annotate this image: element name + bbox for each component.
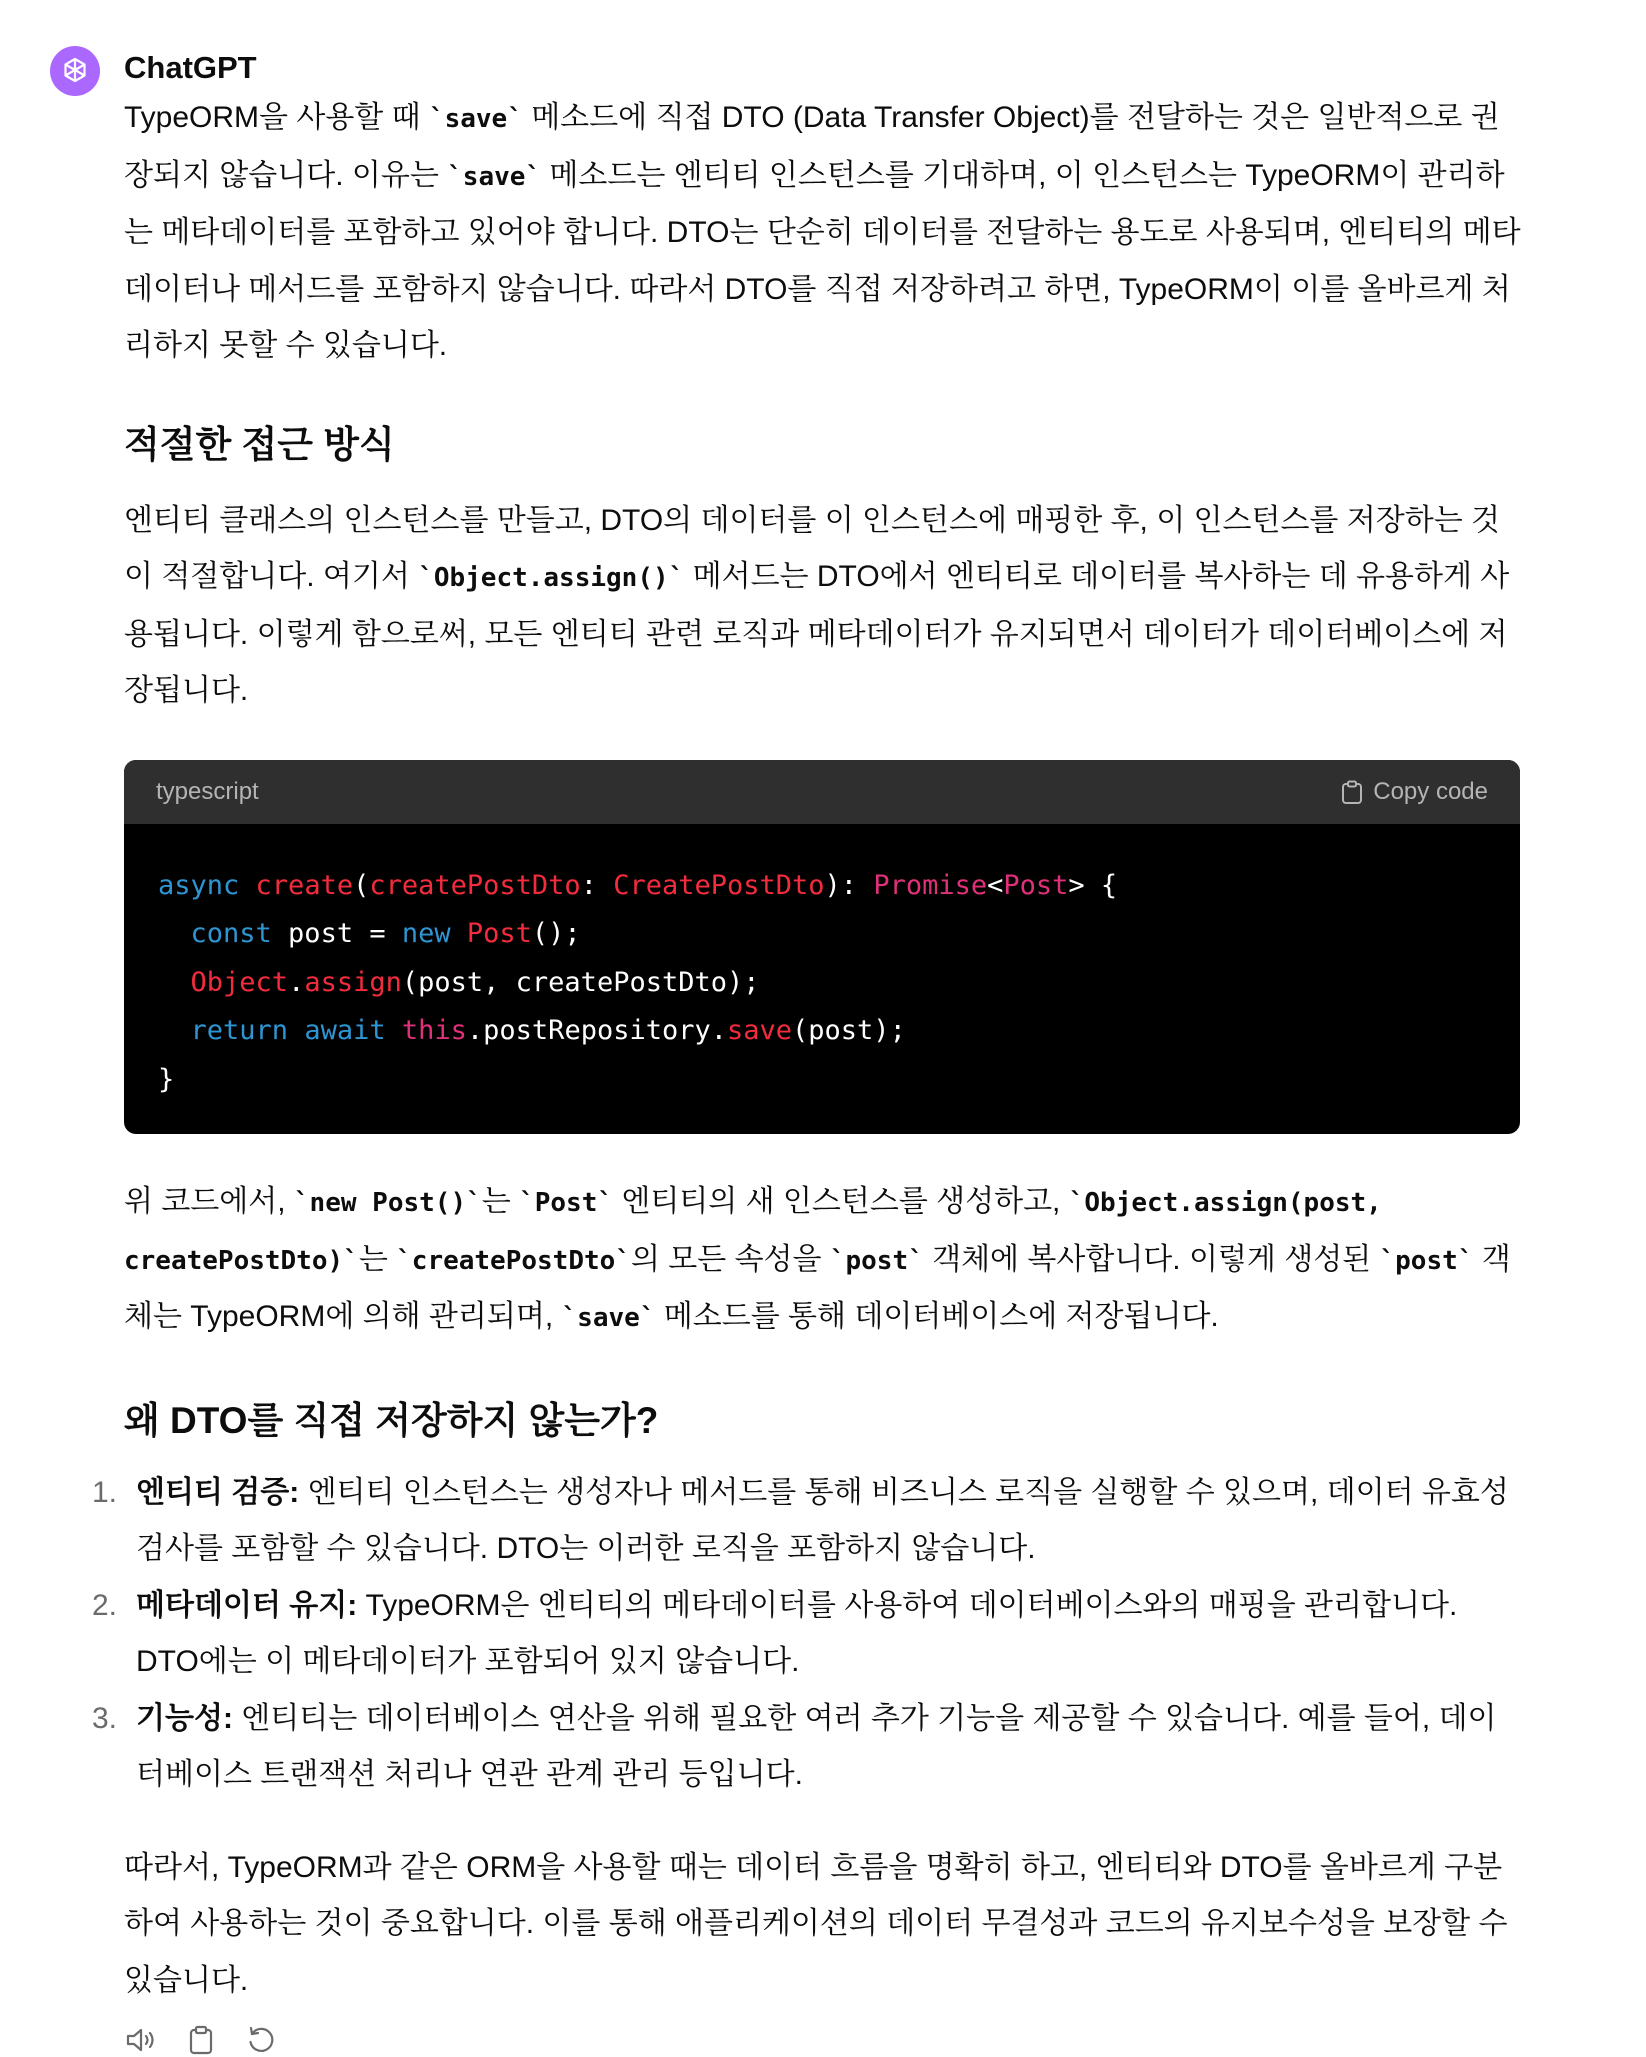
code-token: const bbox=[190, 918, 272, 949]
code-token: new bbox=[401, 918, 451, 949]
inline-code: `Object.assign()` bbox=[418, 563, 685, 593]
openai-logo-icon bbox=[59, 55, 91, 87]
code-token: await bbox=[304, 1015, 386, 1046]
inline-code: `save` bbox=[561, 1303, 656, 1333]
list-item-text bbox=[136, 1476, 1509, 1566]
code-token: this bbox=[401, 1015, 467, 1046]
text-span: 엔티티의 새 인스턴스를 생성하고, bbox=[613, 1185, 1069, 1218]
list-item bbox=[92, 1691, 1524, 1804]
author-name: ChatGPT bbox=[124, 50, 257, 85]
clipboard-icon bbox=[188, 2025, 214, 2055]
code-header bbox=[124, 760, 1520, 824]
inline-code: `post` bbox=[1379, 1245, 1474, 1276]
code-language-label: typescript bbox=[156, 777, 259, 805]
inline-code: `save` bbox=[447, 161, 542, 192]
regenerate-button[interactable] bbox=[244, 2023, 278, 2057]
text-span: 는 bbox=[481, 1185, 520, 1218]
text-span: TypeORM을 사용할 때 bbox=[124, 101, 429, 134]
text-span: 객체는 TypeORM에 의해 관리되며, bbox=[124, 1242, 1511, 1333]
text-span: 엔티티 클래스의 인스턴스를 만들고, DTO의 데이터를 이 인스턴스에 매핑한 후, 이 인스턴스를 저장하는 것이 적절합니다. 여기서 bbox=[124, 503, 1500, 593]
section-heading: 적절한 접근 방식 bbox=[124, 423, 395, 465]
code-token: async bbox=[158, 869, 240, 901]
code-token bbox=[288, 1015, 304, 1046]
chatgpt-avatar bbox=[50, 46, 100, 96]
code-token: Post bbox=[1003, 869, 1069, 901]
code-token: return bbox=[190, 1015, 289, 1046]
list-item-title: 기능성: bbox=[136, 1701, 233, 1735]
text-span: 메소드는 엔티티 인스턴스를 기대하며, 이 인스턴스는 TypeORM이 관리하는 메타데이터를 포함하고 있어야 합니다. DTO는 단순히 데이터를 전달하는 용도로 사용되며, 엔티티의 메타데이터나 메서드를 포함하지 않습니다. 따라서 DTO를 직접 저장하려고 하면, TypeORM이 이를 올바르게 처리하지 못할 수 있습니다. bbox=[124, 158, 1521, 362]
list-item bbox=[92, 1578, 1524, 1691]
code-token bbox=[158, 1015, 191, 1046]
text-span: 메소드에 직접 DTO (Data Transfer Object)를 전달하는 것은 일반적으로 권장되지 않습니다. 이유는 bbox=[124, 101, 1500, 192]
text-span: 는 bbox=[358, 1242, 397, 1276]
code-token: save bbox=[727, 1015, 793, 1046]
code-token: > { bbox=[1068, 869, 1118, 901]
code-token: : bbox=[580, 869, 614, 901]
code-token: assign bbox=[304, 966, 402, 998]
conclusion-paragraph: 따라서, TypeORM과 같은 ORM을 사용할 때는 데이터 흐름을 명확히 하고, 엔티티와 DTO를 올바르게 구분하여 사용하는 것이 중요합니다. 이를 통해 애플리케이션의 데이터 무결성과 코드의 유지보수성을 보장할 수 있습니다. bbox=[124, 1850, 1508, 1997]
list-item-body: 엔티티는 데이터베이스 연산을 위해 필요한 여러 추가 기능을 제공할 수 있습니다. 예를 들어, 데이터베이스 트랜잭션 처리나 연관 관계 관리 등입니다. bbox=[136, 1701, 1497, 1791]
code-token bbox=[158, 918, 191, 949]
code-token: createPostDto bbox=[369, 869, 581, 901]
code-token: Object bbox=[190, 966, 289, 998]
text-span: 의 모든 속성을 bbox=[630, 1242, 830, 1276]
list-number: 1. bbox=[92, 1475, 118, 1509]
code-token: ( bbox=[353, 869, 370, 901]
approach-paragraph bbox=[124, 493, 1524, 720]
code-token: .postRepository. bbox=[466, 1015, 727, 1046]
text-span: 위 코드에서, bbox=[124, 1185, 294, 1218]
code-token: create bbox=[255, 869, 354, 901]
list-item-title: 메타데이터 유지: bbox=[136, 1588, 358, 1622]
text-span: 메소드를 통해 데이터베이스에 저장됩니다. bbox=[655, 1300, 1219, 1333]
code-line bbox=[158, 959, 1486, 1008]
code-token bbox=[239, 870, 255, 901]
inline-code: `createPostDto` bbox=[396, 1245, 631, 1276]
list-number: 2. bbox=[92, 1588, 118, 1622]
code-block bbox=[124, 760, 1520, 1135]
code-token: < bbox=[987, 869, 1004, 901]
code-body bbox=[124, 824, 1520, 1135]
section-heading: 왜 DTO를 직접 저장하지 않는가? bbox=[124, 1399, 659, 1441]
inline-code: `Object.assign(post, createPostDto)` bbox=[124, 1188, 1382, 1276]
list-item-body: 엔티티 인스턴스는 생성자나 메서드를 통해 비즈니스 로직을 실행할 수 있으며, 데이터 유효성 검사를 포함할 수 있습니다. DTO는 이러한 로직을 포함하지 않습니다. bbox=[136, 1475, 1509, 1565]
copy-message-button[interactable] bbox=[184, 2023, 218, 2057]
list-item-title: 엔티티 검증: bbox=[136, 1475, 300, 1509]
message-actions bbox=[124, 2023, 1524, 2057]
code-line: } bbox=[158, 1063, 175, 1095]
copy-code-button[interactable] bbox=[1341, 778, 1488, 806]
code-token: Promise bbox=[873, 869, 988, 901]
code-line bbox=[158, 862, 1486, 911]
code-token: (); bbox=[531, 918, 581, 949]
inline-code: `Post` bbox=[519, 1188, 613, 1218]
code-token: CreatePostDto bbox=[613, 869, 825, 901]
message-content bbox=[92, 46, 1524, 2057]
copy-code-label: Copy code bbox=[1373, 777, 1488, 805]
list-item-text bbox=[136, 1589, 1457, 1679]
code-token bbox=[451, 918, 467, 949]
code-token: Post bbox=[466, 918, 532, 949]
intro-paragraph bbox=[124, 90, 1524, 375]
code-token: (post, createPostDto); bbox=[401, 966, 760, 998]
code-token bbox=[158, 967, 191, 998]
list-item-body: TypeORM은 엔티티의 메타데이터를 사용하여 데이터베이스와의 매핑을 관리합니다. DTO에는 이 메타데이터가 포함되어 있지 않습니다. bbox=[136, 1588, 1458, 1678]
list-item bbox=[92, 1465, 1524, 1578]
code-token: . bbox=[288, 966, 305, 998]
inline-code: `new Post()` bbox=[293, 1188, 482, 1218]
code-token: post = bbox=[271, 918, 402, 949]
inline-code: `post` bbox=[829, 1245, 924, 1276]
list-item-text bbox=[136, 1702, 1497, 1792]
list-number: 3. bbox=[92, 1701, 118, 1735]
speaker-icon bbox=[125, 2025, 157, 2055]
inline-code: `save` bbox=[428, 104, 523, 134]
read-aloud-button[interactable] bbox=[124, 2023, 158, 2057]
reasons-list bbox=[92, 1465, 1524, 1804]
code-line bbox=[158, 910, 1486, 959]
code-line bbox=[158, 1007, 1486, 1056]
code-token: ): bbox=[824, 869, 874, 901]
text-span: 메서드는 DTO에서 엔티티로 데이터를 복사하는 데 유용하게 사용됩니다. 이렇게 함으로써, 모든 엔티티 관련 로직과 메타데이터가 유지되면서 데이터가 데이터베이스에 저장됩니다. bbox=[124, 560, 1510, 707]
clipboard-icon bbox=[1341, 780, 1363, 804]
code-token bbox=[386, 1015, 402, 1046]
regenerate-icon bbox=[246, 2025, 276, 2055]
text-span: 객체에 복사합니다. 이렇게 생성된 bbox=[923, 1242, 1380, 1276]
explanation-paragraph bbox=[124, 1174, 1524, 1347]
code-token: (post); bbox=[792, 1015, 906, 1046]
